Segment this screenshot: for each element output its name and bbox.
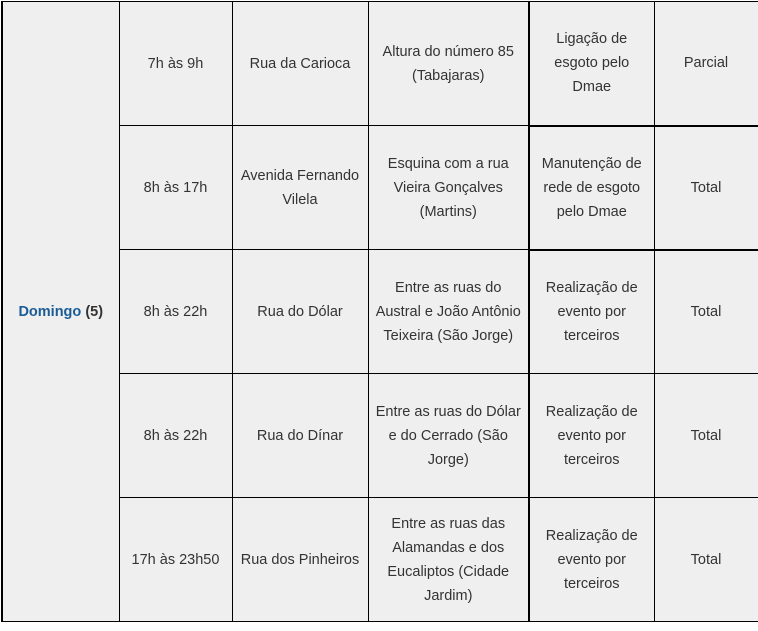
time-cell: 7h às 9h: [119, 2, 232, 126]
day-name-link[interactable]: Domingo: [18, 303, 82, 320]
street-cell: Rua dos Pinheiros: [232, 498, 368, 622]
reason-cell: Realização de evento por terceiros: [529, 250, 654, 374]
closure-type-cell: Total: [654, 498, 758, 622]
closure-type-cell: Total: [654, 374, 758, 498]
reason-cell: Ligação de esgoto pelo Dmae: [529, 2, 654, 126]
reason-cell: Manutenção de rede de esgoto pelo Dmae: [529, 126, 654, 250]
street-cell: Rua do Dólar: [232, 250, 368, 374]
street-cell: Rua da Carioca: [232, 2, 368, 126]
location-cell: Entre as ruas do Dólar e do Cerrado (São Jorge): [368, 374, 529, 498]
street-cell: Avenida Fernando Vilela: [232, 126, 368, 250]
time-cell: 17h às 23h50: [119, 498, 232, 622]
day-count: (5): [85, 303, 104, 320]
location-cell: Entre as ruas das Alamandas e dos Eucaliptos (Cidade Jardim): [368, 498, 529, 622]
closure-type-cell: Total: [654, 250, 758, 374]
day-cell: [2, 2, 119, 622]
reason-cell: Realização de evento por terceiros: [529, 498, 654, 622]
road-closures-table: [1, 1, 758, 622]
reason-cell: Realização de evento por terceiros: [529, 374, 654, 498]
time-cell: 8h às 22h: [119, 374, 232, 498]
street-cell: Rua do Dínar: [232, 374, 368, 498]
closure-type-cell: Parcial: [654, 2, 758, 126]
location-cell: Altura do número 85 (Tabajaras): [368, 2, 529, 126]
table-row: [2, 2, 758, 126]
time-cell: 8h às 22h: [119, 250, 232, 374]
location-cell: Entre as ruas do Austral e João Antônio Teixeira (São Jorge): [368, 250, 529, 374]
closure-type-cell: Total: [654, 126, 758, 250]
time-cell: 8h às 17h: [119, 126, 232, 250]
location-cell: Esquina com a rua Vieira Gonçalves (Martins): [368, 126, 529, 250]
